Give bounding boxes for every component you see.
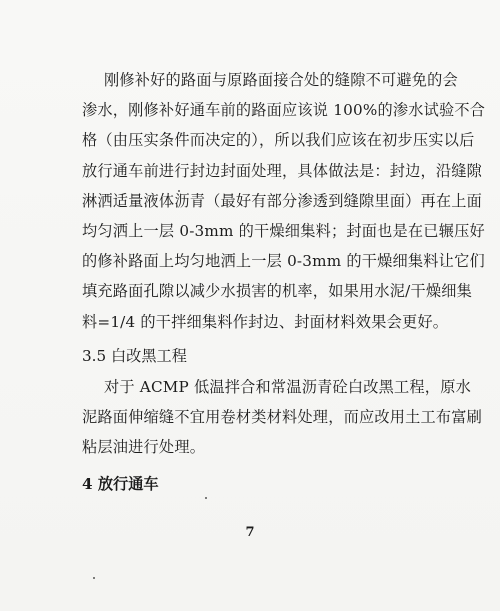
scan-speck bbox=[93, 577, 95, 579]
scan-speck bbox=[205, 497, 207, 499]
paragraph-line: 粘层油进行处理。 bbox=[82, 438, 206, 457]
paragraph-line: 料=1/4 的干拌细集料作封边、封面材料效果会更好。 bbox=[82, 312, 449, 331]
paragraph-line: 放行通车前进行封边封面处理，具体做法是：封边，沿缝隙 bbox=[82, 161, 483, 180]
paragraph-line: 均匀洒上一层 0-3mm 的干燥细集料；封面也是在已辗压好 bbox=[82, 222, 485, 241]
paragraph-line: 泥路面伸缩缝不宜用卷材类材料处理，而应改用土工布富刷 bbox=[82, 408, 483, 427]
paragraph-line: 淋洒适量液体沥青（最好有部分渗透到缝隙里面）再在上面 bbox=[82, 191, 483, 210]
section-heading-4: 4 放行通车 bbox=[82, 475, 159, 493]
paragraph-line: 刚修补好的路面与原路面接合处的缝隙不可避免的会 bbox=[104, 71, 458, 89]
paragraph-line: 对于 ACMP 低温拌合和常温沥青砼白改黑工程，原水 bbox=[104, 378, 471, 396]
paragraph-line: 的修补路面上均匀地洒上一层 0-3mm 的干燥细集料让它们 bbox=[82, 252, 485, 271]
paragraph-line: 格（由压实条件而决定的），所以我们应该在初步压实以后 bbox=[82, 131, 475, 150]
page-number: 7 bbox=[245, 525, 255, 540]
paragraph-line: 渗水，刚修补好通车前的路面应该说 100%的渗水试验不合 bbox=[82, 101, 486, 120]
section-heading-3-5: 3.5 白改黑工程 bbox=[82, 347, 187, 365]
paragraph-line: 填充路面孔隙以减少水损害的机率，如果用水泥/干燥细集 bbox=[82, 282, 473, 301]
scan-speck bbox=[178, 190, 180, 192]
paragraph-sealing bbox=[82, 65, 486, 337]
paragraph-white-to-black bbox=[82, 372, 483, 463]
